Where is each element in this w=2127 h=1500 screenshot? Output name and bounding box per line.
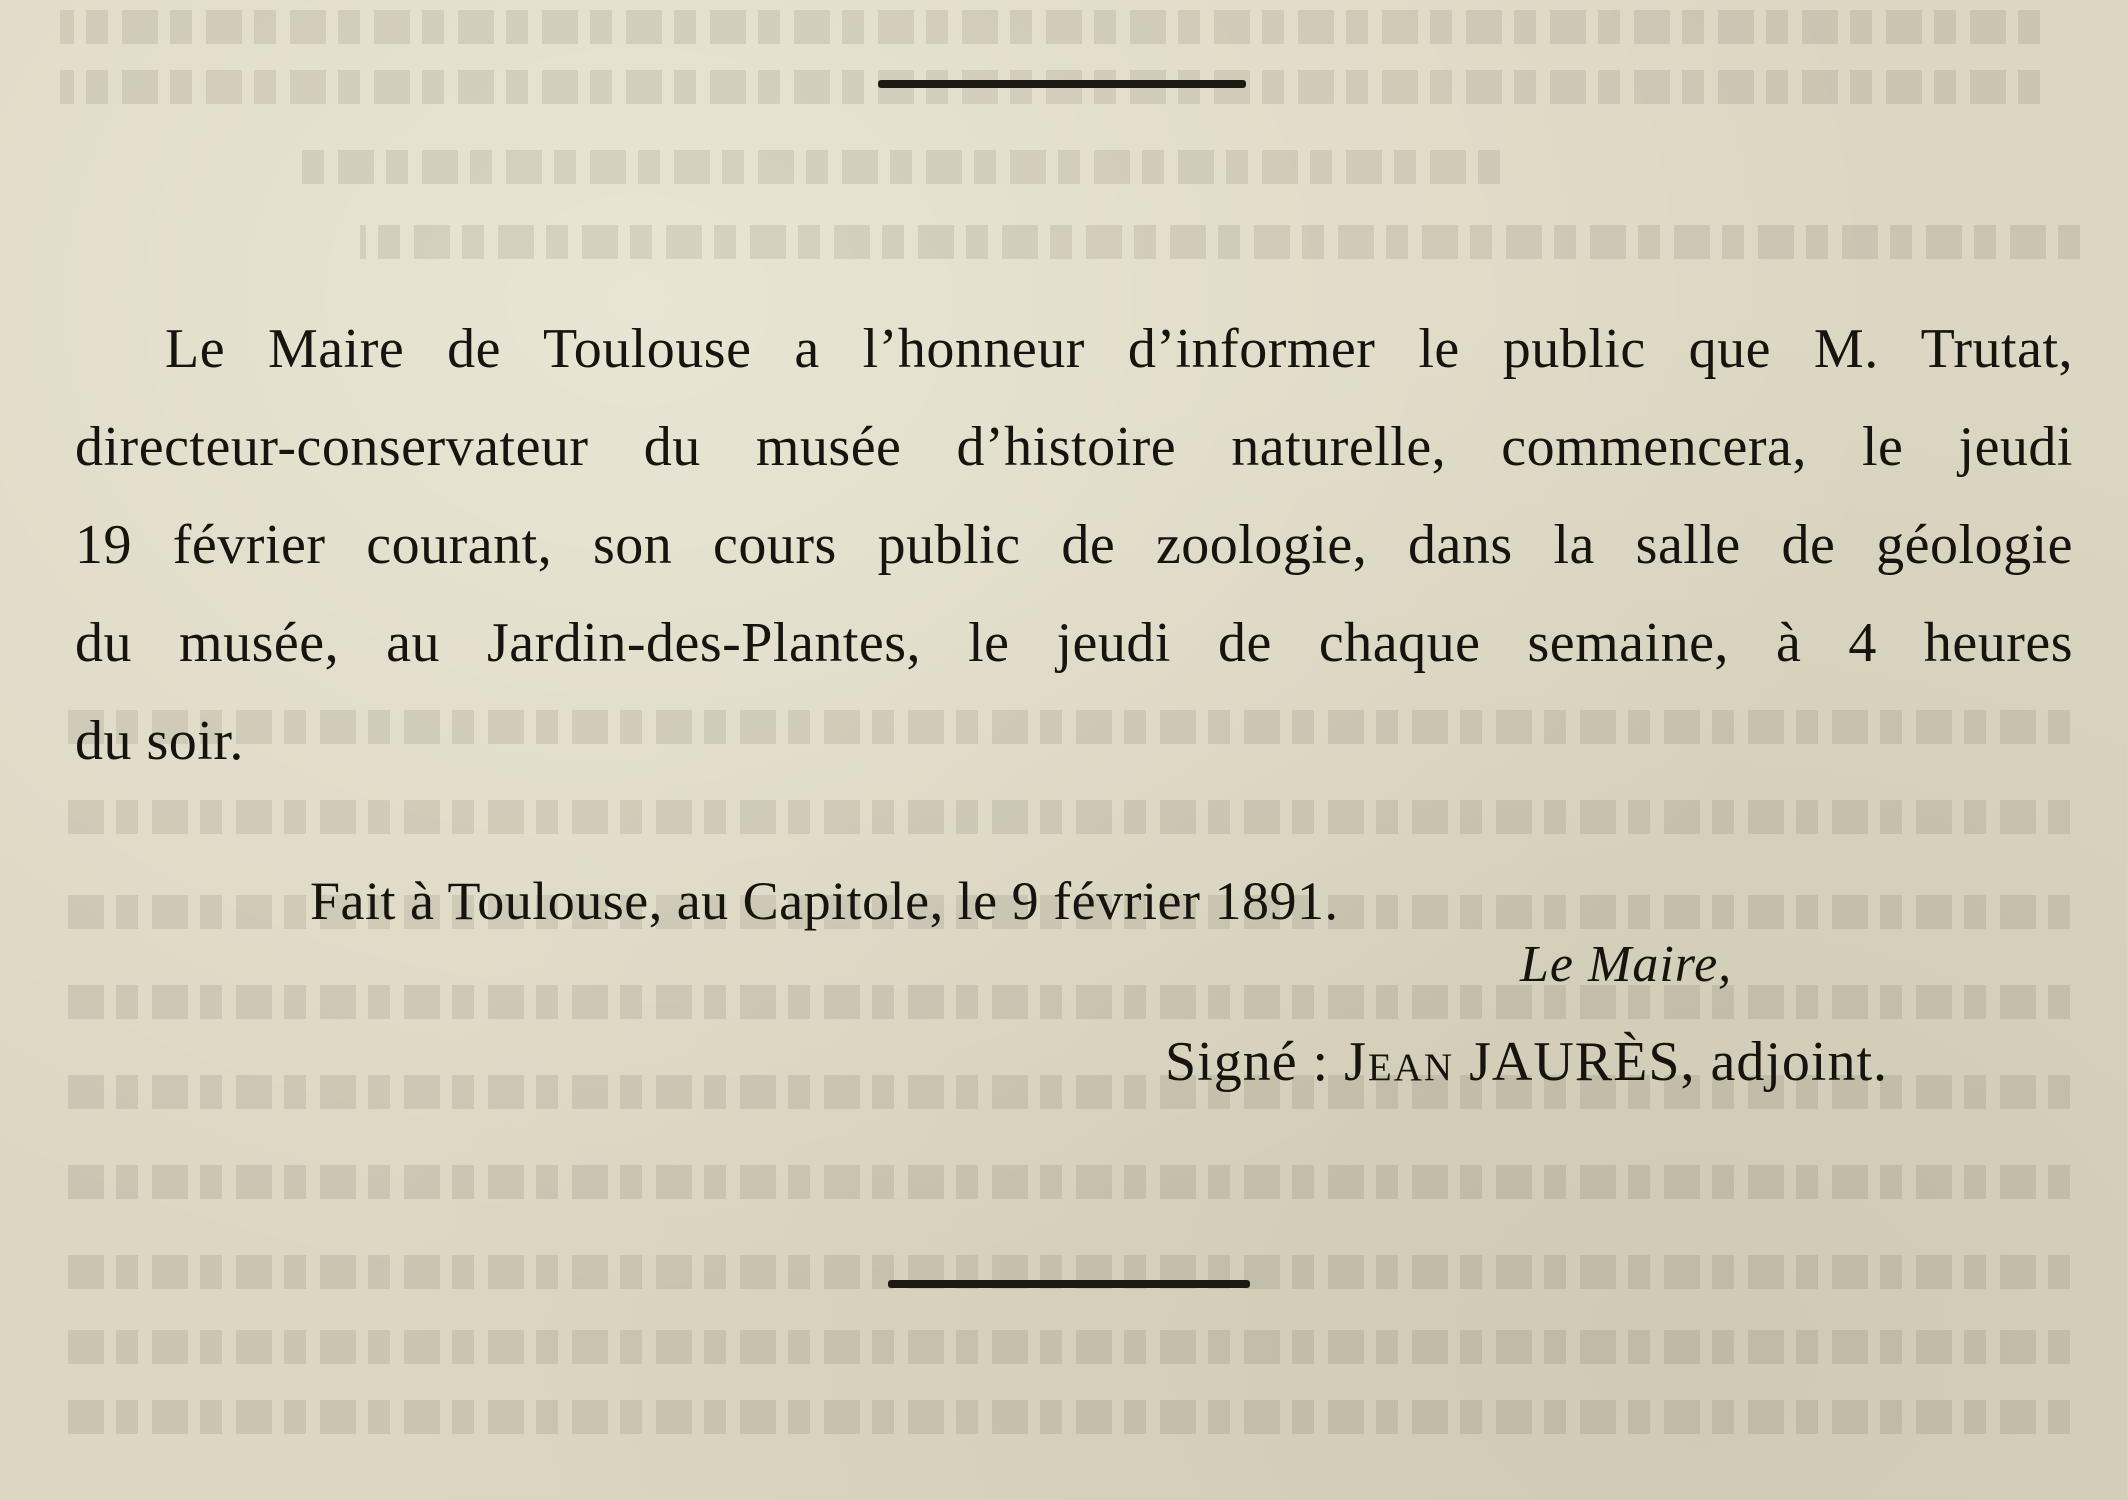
paragraph-line: du musée, au Jardin-des-Plantes, le jeudi de chaque semaine, à 4 heures (75, 612, 2073, 674)
paragraph-line: 19 février courant, son cours public de zoologie, dans la salle de géologie (75, 514, 2073, 576)
signature-line (1165, 1030, 1888, 1094)
signature-first-name: Jean (1344, 1031, 1455, 1093)
bottom-divider-rule (888, 1280, 1250, 1288)
top-divider-rule (878, 80, 1246, 88)
paragraph-line: Le Maire de Toulouse a l’honneur d’informer le public que M. Trutat, (165, 318, 2073, 380)
paragraph-line: du soir. (75, 710, 244, 772)
signature-last-name: JAURÈS (1469, 1031, 1681, 1093)
signature-suffix: , adjoint. (1680, 1031, 1888, 1093)
notice-paragraph (75, 300, 2073, 790)
signatory-title: Le Maire, (1520, 936, 1733, 993)
paragraph-line: directeur-conservateur du musée d’histoire naturelle, commencera, le jeudi (75, 416, 2073, 478)
signature-prefix: Signé : (1165, 1031, 1330, 1093)
dateline: Fait à Toulouse, au Capitole, le 9 février 1891. (310, 871, 1339, 931)
